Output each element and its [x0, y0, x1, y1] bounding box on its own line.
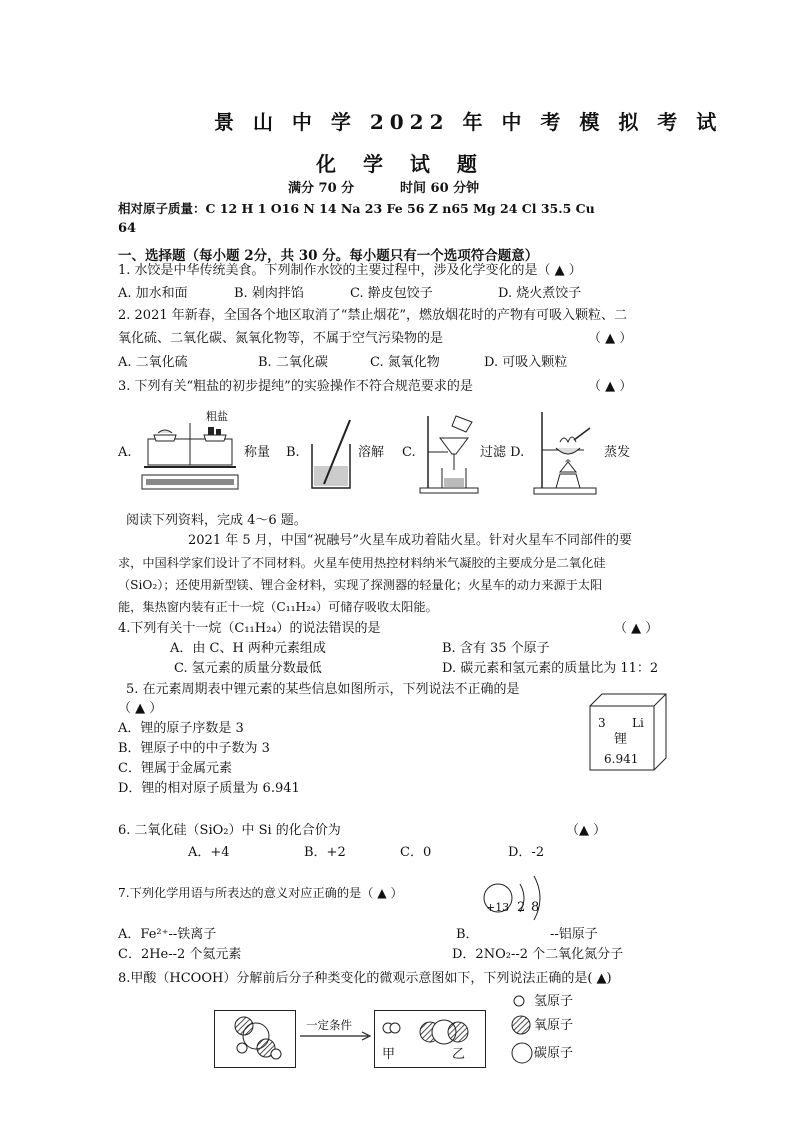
- element-symbol: Li: [632, 716, 644, 730]
- element-number: 3: [598, 716, 606, 730]
- q2-stem-line2: 氧化硫、二氧化碳、氮氧化物等，不属于空气污染物的是: [118, 331, 444, 346]
- q3-label-a: A.: [118, 445, 132, 460]
- element-mass: 6.941: [604, 752, 639, 766]
- legend-oxygen: 氧原子: [534, 1018, 574, 1033]
- atomic-masses: 相对原子质量：C 12 H 1 O16 N 14 Na 23 Fe 56 Z n65 Mg 24 Cl 35.5 Cu: [118, 201, 595, 216]
- q7-option-d: D．2NO₂--2 个二氧化氮分子: [452, 947, 624, 962]
- balance-figure: [140, 415, 240, 495]
- q2-answer-mark: （ ▲ ）: [588, 331, 633, 346]
- q4-stem: 4.下列有关十一烷（C₁₁H₂₄）的说法错误的是: [118, 621, 381, 636]
- q3-op-a: 称量: [244, 445, 271, 460]
- q7-option-c: C．2He--2 个氦元素: [118, 947, 242, 962]
- reading-p3: （SiO₂）；还使用新型镁、锂合金材料，实现了探测器的轻量化；火星车的动力来源于太阳: [118, 578, 603, 592]
- q3-stem: 3. 下列有关“粗盐的初步提纯”的实验操作不符合规范要求的是: [118, 379, 473, 394]
- q3-op-d: 蒸发: [604, 445, 631, 460]
- q4-option-c: C. 氢元素的质量分数最低: [174, 661, 322, 676]
- q6-option-a: A．+4: [188, 845, 230, 860]
- q7-stem: 7.下列化学用语与所表达的意义对应正确的是（ ▲ ）: [118, 886, 403, 900]
- q7-option-b: B．: [456, 927, 479, 942]
- q3-label-b: B.: [286, 445, 300, 460]
- reading-intro: 阅读下列资料，完成 4～6 题。: [126, 513, 307, 528]
- exam-title: 景 山 中 学 2022 年 中 考 模 拟 考 试: [214, 110, 723, 134]
- atom-shell-2: 8: [531, 900, 540, 915]
- q1-option-a: A. 加水和面: [118, 286, 188, 301]
- reading-p2: 求，中国科学家们设计了不同材料。火星车使用热控材料纳米气凝胶的主要成分是二氧化硅: [118, 556, 606, 570]
- q4-option-b: B. 含有 35 个原子: [442, 641, 550, 656]
- subject-title: 化 学 试 题: [316, 152, 487, 176]
- filtration-figure: [420, 412, 480, 494]
- q1-stem: 1. 水饺是中华传统美食。下列制作水饺的主要过程中，涉及化学变化的是（ ▲ ）: [118, 263, 582, 278]
- q3-salt-label: 粗盐: [206, 410, 228, 423]
- q6-option-d: D．-2: [508, 845, 545, 860]
- q7-option-b-text: --铝原子: [550, 927, 598, 942]
- product-yi-label: 乙: [452, 1047, 466, 1062]
- q4-answer-mark: （ ▲ ）: [614, 621, 659, 636]
- q5-answer-mark: （ ▲ ）: [118, 701, 163, 716]
- q6-option-b: B．+2: [304, 845, 346, 860]
- q2-option-a: A. 二氧化硫: [118, 355, 188, 370]
- q1-option-c: C. 擀皮包饺子: [350, 286, 433, 301]
- q7-option-a: A．Fe²⁺--铁离子: [118, 927, 217, 942]
- q5-option-c: C．锂属于金属元素: [118, 761, 232, 776]
- reading-p4: 能，集热窗内装有正十一烷（C₁₁H₂₄）可储存吸收太阳能。: [118, 600, 438, 614]
- q3-op-b: 溶解: [358, 445, 385, 460]
- q3-label-c: C.: [402, 445, 416, 460]
- q4-option-a: A．由 C、H 两种元素组成: [170, 641, 326, 656]
- element-name: 锂: [614, 732, 628, 747]
- reaction-condition: 一定条件: [306, 1018, 352, 1032]
- product-jia-label: 甲: [382, 1047, 396, 1062]
- q8-stem: 8.甲酸（HCOOH）分解前后分子种类变化的微观示意图如下，下列说法正确的是( ▲): [118, 971, 612, 986]
- q5-option-d: D．锂的相对原子质量为 6.941: [118, 781, 300, 796]
- beaker-figure: [306, 418, 356, 492]
- q2-option-b: B. 二氧化碳: [258, 355, 328, 370]
- q4-option-d: D. 碳元素和氢元素的质量比为 11：2: [442, 661, 659, 676]
- atom-shell-1: 2: [517, 900, 526, 915]
- q2-option-c: C. 氮氧化物: [370, 355, 440, 370]
- q3-answer-mark: （ ▲ ）: [588, 379, 633, 394]
- legend-hydrogen: 氢原子: [534, 994, 574, 1009]
- reading-p1: 2021 年 5 月，中国“祝融号”火星车成功着陆火星。针对火星车不同部件的要: [188, 533, 633, 548]
- q5-stem: 5. 在元素周期表中锂元素的某些信息如图所示，下列说法不正确的是: [126, 682, 520, 697]
- q6-stem: 6. 二氧化硅（SiO₂）中 Si 的化合价为: [118, 823, 341, 838]
- q5-option-b: B．锂原子中的中子数为 3: [118, 741, 270, 756]
- q2-option-d: D. 可吸入颗粒: [484, 355, 568, 370]
- q5-option-a: A．锂的原子序数是 3: [118, 721, 244, 736]
- exam-time: 时间 60 分钟: [400, 181, 480, 196]
- atom-structure-diagram: [480, 870, 560, 926]
- q6-option-c: C．0: [400, 845, 432, 860]
- formic-acid-molecule: [226, 1014, 286, 1064]
- product-molecules: [380, 1018, 480, 1048]
- q6-answer-mark: （▲ ）: [566, 823, 607, 838]
- q2-stem-line1: 2. 2021 年新春，全国各个地区取消了“禁止烟花”，燃放烟花时的产物有可吸入颗粒、二: [118, 308, 628, 323]
- atomic-masses-cont: 64: [118, 221, 137, 236]
- atom-legend-icons: [510, 994, 536, 1064]
- section-heading: 一、选择题（每小题 2分，共 30 分。每小题只有一个选项符合题意）: [118, 248, 539, 264]
- legend-carbon: 碳原子: [534, 1046, 574, 1061]
- q1-option-b: B. 剁肉拌馅: [234, 286, 304, 301]
- full-score: 满分 70 分: [288, 181, 355, 196]
- atom-nucleus: +13: [486, 901, 510, 914]
- q1-option-d: D. 烧火煮饺子: [498, 286, 582, 301]
- evaporation-figure: [534, 410, 598, 496]
- q3-op-c: 过滤 D.: [480, 445, 525, 460]
